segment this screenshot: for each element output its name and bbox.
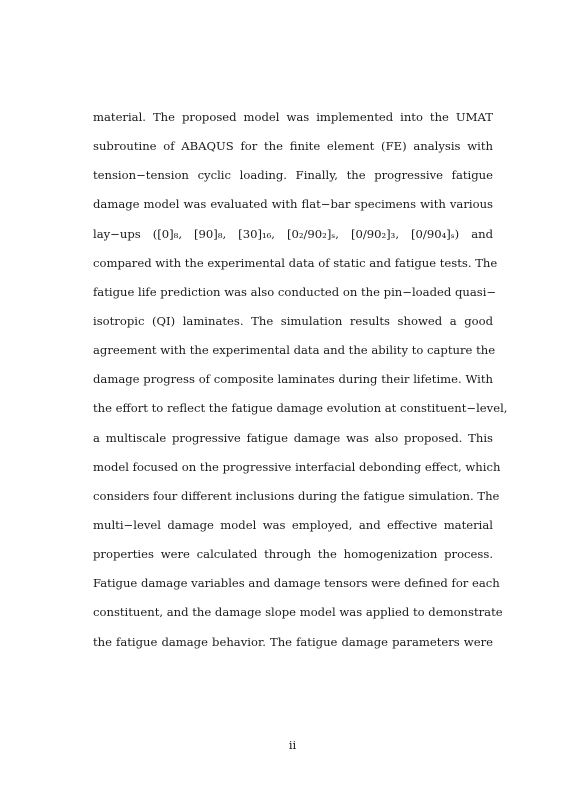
body-paragraph	[93, 103, 508, 657]
text-line: fatigue life prediction was also conducted on the pin−loaded quasi−	[93, 284, 497, 299]
text-line: damage progress of composite laminates during their lifetime. With	[93, 372, 493, 387]
text-line: model focused on the progressive interfacial debonding effect, which	[93, 459, 501, 474]
text-line: constituent, and the damage slope model was applied to demonstrate	[93, 605, 503, 620]
text-line: multi−level damage model was employed, and effective material	[93, 517, 493, 532]
text-line: subroutine of ABAQUS for the finite element (FE) analysis with	[93, 139, 493, 154]
text-line: damage model was evaluated with flat−bar specimens with various	[93, 197, 493, 212]
text-line: agreement with the experimental data and the ability to capture the	[93, 343, 496, 358]
text-line: compared with the experimental data of static and fatigue tests. The	[93, 255, 498, 270]
text-line: material. The proposed model was implemented into the UMAT	[93, 110, 493, 124]
page-number: ii	[288, 738, 297, 752]
text-line: the fatigue damage behavior. The fatigue damage parameters were	[93, 634, 493, 649]
text-line: the effort to reflect the fatigue damage evolution at constituent−level,	[93, 401, 508, 416]
text-line: properties were calculated through the homogenization process.	[93, 547, 493, 562]
text-line: considers four different inclusions during the fatigue simulation. The	[93, 488, 500, 503]
text-line: Fatigue damage variables and damage tensors were defined for each	[93, 576, 500, 591]
text-line: isotropic (QI) laminates. The simulation results showed a good	[93, 313, 493, 328]
text-line: a multiscale progressive fatigue damage was also proposed. This	[93, 430, 493, 445]
text-line: tension−tension cyclic loading. Finally, the progressive fatigue	[93, 168, 493, 183]
text-line: lay−ups ([0]₈, [90]₈, [30]₁₆, [0₂/90₂]ₛ, [0/90₂]₃, [0/90₄]ₛ) and	[93, 226, 493, 241]
